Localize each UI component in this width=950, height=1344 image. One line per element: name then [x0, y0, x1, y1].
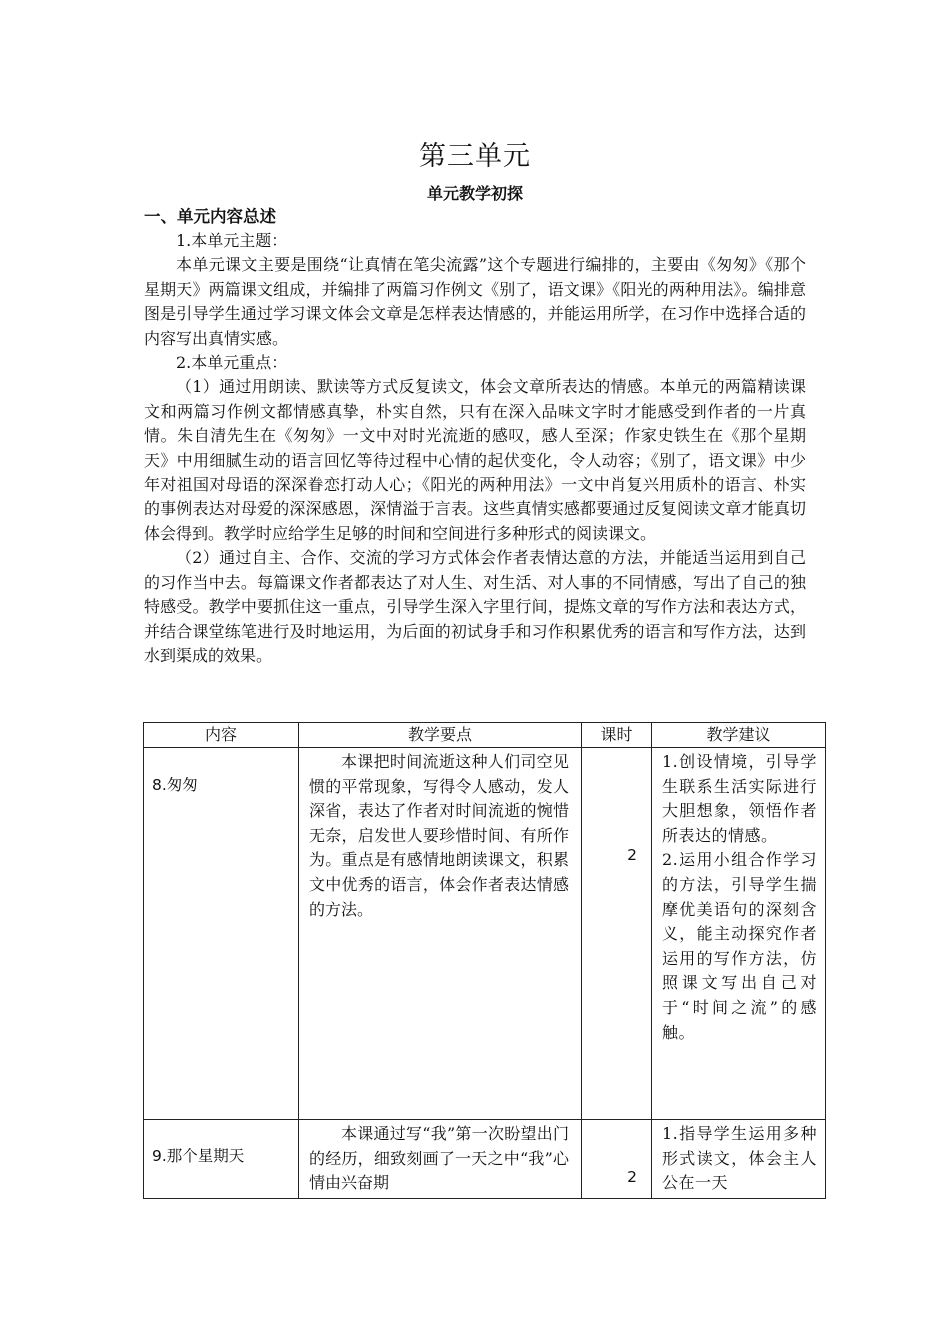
- header-content: 内容: [144, 723, 299, 748]
- theme-paragraph: 本单元课文主要是围绕“让真情在笔尖流露”这个专题进行编排的，主要由《匆匆》《那个星期天》两篇课文组成，并编排了两篇习作例文《别了，语文课》《阳光的两种用法》。编排意图是引导学生通过学习课文体会文章是怎样表达情感的，并能运用所学，在习作中选择合适的内容写出真情实感。: [144, 255, 806, 348]
- table-row: [144, 748, 826, 1120]
- section-body: [144, 229, 806, 668]
- header-key-points: 教学要点: [299, 723, 582, 748]
- theme-label: 1.本单元主题：: [176, 231, 288, 250]
- header-advice: 教学建议: [652, 723, 826, 748]
- lesson-name: 9.那个星期天: [144, 1120, 299, 1199]
- lesson-hours: 2: [582, 748, 652, 1120]
- lesson-advice: [652, 1120, 826, 1199]
- table-header-row: [144, 723, 826, 748]
- page-subtitle: 单元教学初探: [426, 184, 523, 203]
- focus-paragraph-2: （2）通过自主、合作、交流的学习方式体会作者表情达意的方法，并能适当运用到自己的习作当中去。每篇课文作者都表达了对人生、对生活、对人事的不同情感，写出了自己的独特感受。教学中要抓住这一重点，引导学生深入字里行间，提炼文章的写作方法和表达方式，并结合课堂练笔进行及时地运用，为后面的初试身手和习作积累优秀的语言和写作方法，达到水到渠成的效果。: [144, 548, 806, 665]
- header-hours: 课时: [582, 723, 652, 748]
- lesson-name: 8.匆匆: [144, 748, 299, 1120]
- lesson-key-points: 本课把时间流逝这种人们司空见惯的平常现象，写得令人感动，发人深省，表达了作者对时间流逝的惋惜无奈，启发世人要珍惜时间、有所作为。重点是有感情地朗读课文，积累文中优秀的语言，体会作者表达情感的方法。: [299, 748, 582, 1120]
- advice-item: 1.指导学生运用多种形式读文，体会主人公在一天: [662, 1124, 817, 1193]
- lesson-key-points: 本课通过写“我”第一次盼望出门的经历，细致刻画了一天之中“我”心情由兴奋期: [299, 1120, 582, 1199]
- section-heading: 一、单元内容总述: [144, 207, 276, 226]
- page-title: 第三单元: [419, 141, 531, 172]
- focus-paragraph-1: （1）通过用朗读、默读等方式反复读文，体会文章所表达的情感。本单元的两篇精读课文和两篇习作例文都情感真挚，朴实自然，只有在深入品味文字时才能感受到作者的一片真情。朱自清先生在《匆匆》一文中对时光流逝的感叹，感人至深；作家史铁生在《那个星期天》中用细腻生动的语言回忆等待过程中心情的起伏变化，令人动容；《别了，语文课》中少年对祖国对母语的深深眷恋打动人心；《阳光的两种用法》一文中肖复兴用质朴的语言、朴实的事例表达对母爱的深深感恩，深情溢于言表。这些真情实感都要通过反复阅读文章才能真切体会得到。教学时应给学生足够的时间和空间进行多种形式的阅读课文。: [144, 377, 806, 543]
- focus-label: 2.本单元重点：: [176, 353, 288, 373]
- advice-item: 1.创设情境，引导学生联系生活实际进行大胆想象，领悟作者所表达的情感。: [662, 752, 817, 845]
- lesson-hours: 2: [582, 1120, 652, 1199]
- lesson-advice: [652, 748, 826, 1120]
- advice-item: 2.运用小组合作学习的方法，引导学生揣摩优美语句的深刻含义，能主动探究作者运用的写作方法，仿照课文写出自己对于“时间之流”的感触。: [662, 850, 817, 1042]
- table-row: [144, 1120, 826, 1199]
- lesson-table: [143, 722, 826, 1199]
